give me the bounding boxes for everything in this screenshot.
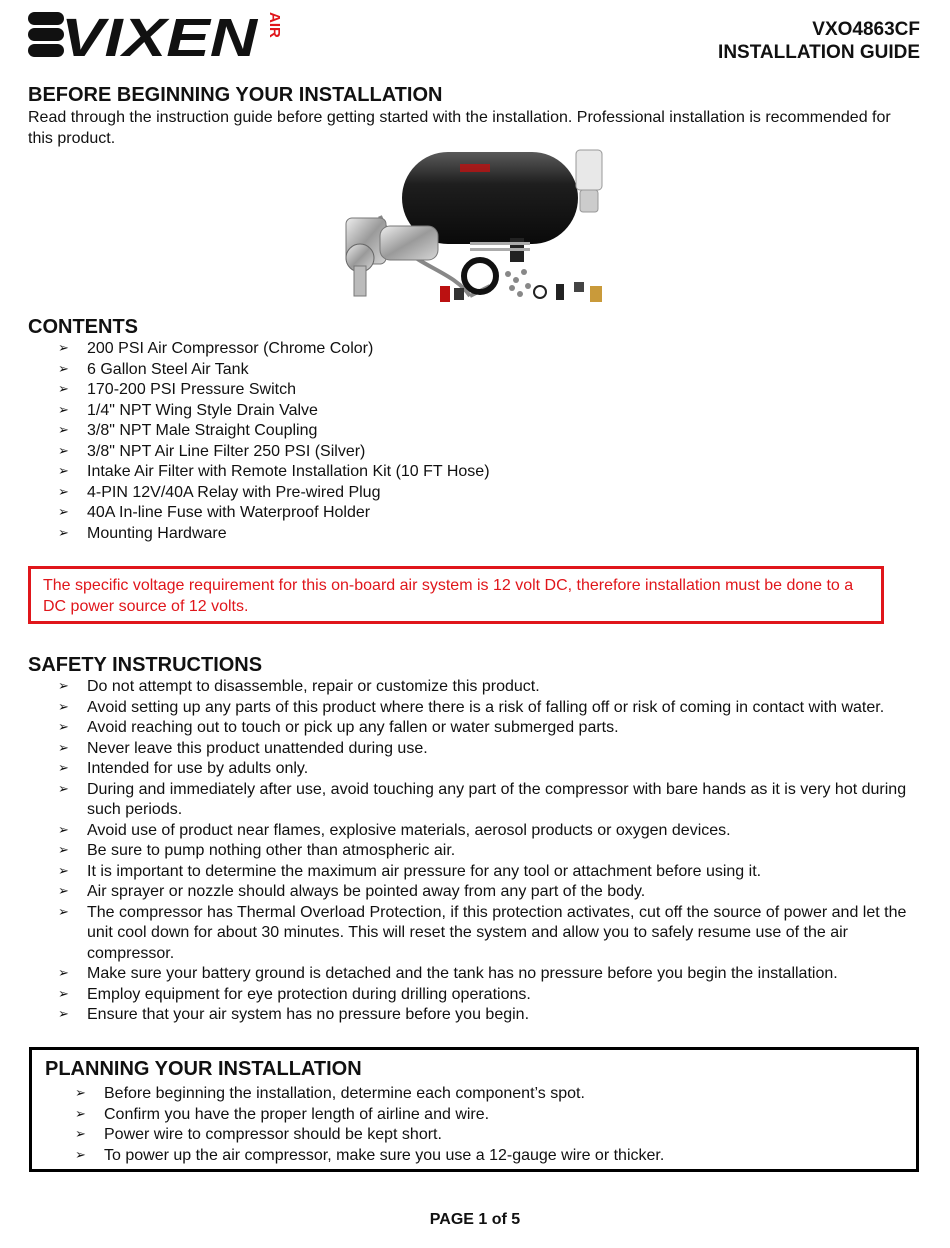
planning-box — [29, 1047, 919, 1172]
list-item: ➢ Do not attempt to disassemble, repair or customize this product. — [28, 677, 920, 698]
document-type: INSTALLATION GUIDE — [718, 42, 920, 63]
planning-list — [45, 1084, 905, 1166]
list-item: ➢ Before beginning the installation, determine each component’s spot. — [45, 1084, 905, 1105]
contents-title: CONTENTS — [28, 316, 138, 338]
list-item: ➢ During and immediately after use, avoid touching any part of the compressor with bare hands as it is very hot during such periods. — [28, 780, 920, 821]
list-item: ➢ It is important to determine the maximum air pressure for any tool or attachment before using it. — [28, 862, 920, 883]
before-title: BEFORE BEGINNING YOUR INSTALLATION — [28, 84, 443, 106]
list-item: ➢ Confirm you have the proper length of airline and wire. — [45, 1105, 905, 1126]
contents-list — [28, 339, 920, 544]
list-item: ➢ Intake Air Filter with Remote Installation Kit (10 FT Hose) — [28, 462, 920, 483]
voltage-notice: The specific voltage requirement for this on-board air system is 12 volt DC, therefore installation must be done to a DC power source of 12 volts. — [28, 566, 884, 624]
planning-title: PLANNING YOUR INSTALLATION — [45, 1058, 362, 1080]
list-item: ➢ Avoid setting up any parts of this product where there is a risk of falling off or risk of coming in contact with water. — [28, 698, 920, 719]
list-item: ➢ Make sure your battery ground is detached and the tank has no pressure before you begin the installation. — [28, 964, 920, 985]
logo-word: VIXEN — [61, 8, 259, 64]
list-item: ➢ Ensure that your air system has no pressure before you begin. — [28, 1005, 920, 1026]
list-item: ➢ 200 PSI Air Compressor (Chrome Color) — [28, 339, 920, 360]
list-item: ➢ Be sure to pump nothing other than atmospheric air. — [28, 841, 920, 862]
before-text: Read through the instruction guide before getting started with the installation. Professional installation is recommended for this product. — [28, 109, 891, 147]
list-item: ➢ 4-PIN 12V/40A Relay with Pre-wired Plug — [28, 483, 920, 504]
product-image — [340, 146, 610, 312]
list-item: ➢ The compressor has Thermal Overload Protection, if this protection activates, cut off the source of power and let the unit cool down for about 30 minutes. This will reset the system and allow you to safely resume use of the air compressor. — [28, 903, 920, 965]
logo-sub: AIR — [266, 12, 283, 38]
page-number: PAGE 1 of 5 — [429, 1211, 521, 1228]
list-item: ➢ Mounting Hardware — [28, 524, 920, 545]
list-item: ➢ 170-200 PSI Pressure Switch — [28, 380, 920, 401]
vixen-air-logo — [28, 6, 288, 64]
list-item: ➢ Employ equipment for eye protection during drilling operations. — [28, 985, 920, 1006]
list-item: ➢ Intended for use by adults only. — [28, 759, 920, 780]
model-number: VXO4863CF — [812, 19, 920, 40]
list-item: ➢ Air sprayer or nozzle should always be pointed away from any part of the body. — [28, 882, 920, 903]
list-item: ➢ Never leave this product unattended during use. — [28, 739, 920, 760]
list-item: ➢ 3/8" NPT Air Line Filter 250 PSI (Silver) — [28, 442, 920, 463]
safety-list — [28, 677, 920, 1026]
list-item: ➢ 1/4" NPT Wing Style Drain Valve — [28, 401, 920, 422]
list-item: ➢ Avoid reaching out to touch or pick up any fallen or water submerged parts. — [28, 718, 920, 739]
safety-title: SAFETY INSTRUCTIONS — [28, 654, 263, 676]
list-item: ➢ 40A In-line Fuse with Waterproof Holder — [28, 503, 920, 524]
list-item: ➢ Avoid use of product near flames, explosive materials, aerosol products or oxygen devices. — [28, 821, 920, 842]
list-item: ➢ 3/8" NPT Male Straight Coupling — [28, 421, 920, 442]
document-header — [718, 18, 920, 64]
list-item: ➢ 6 Gallon Steel Air Tank — [28, 360, 920, 381]
list-item: ➢ To power up the air compressor, make sure you use a 12-gauge wire or thicker. — [45, 1146, 905, 1167]
list-item: ➢ Power wire to compressor should be kept short. — [45, 1125, 905, 1146]
